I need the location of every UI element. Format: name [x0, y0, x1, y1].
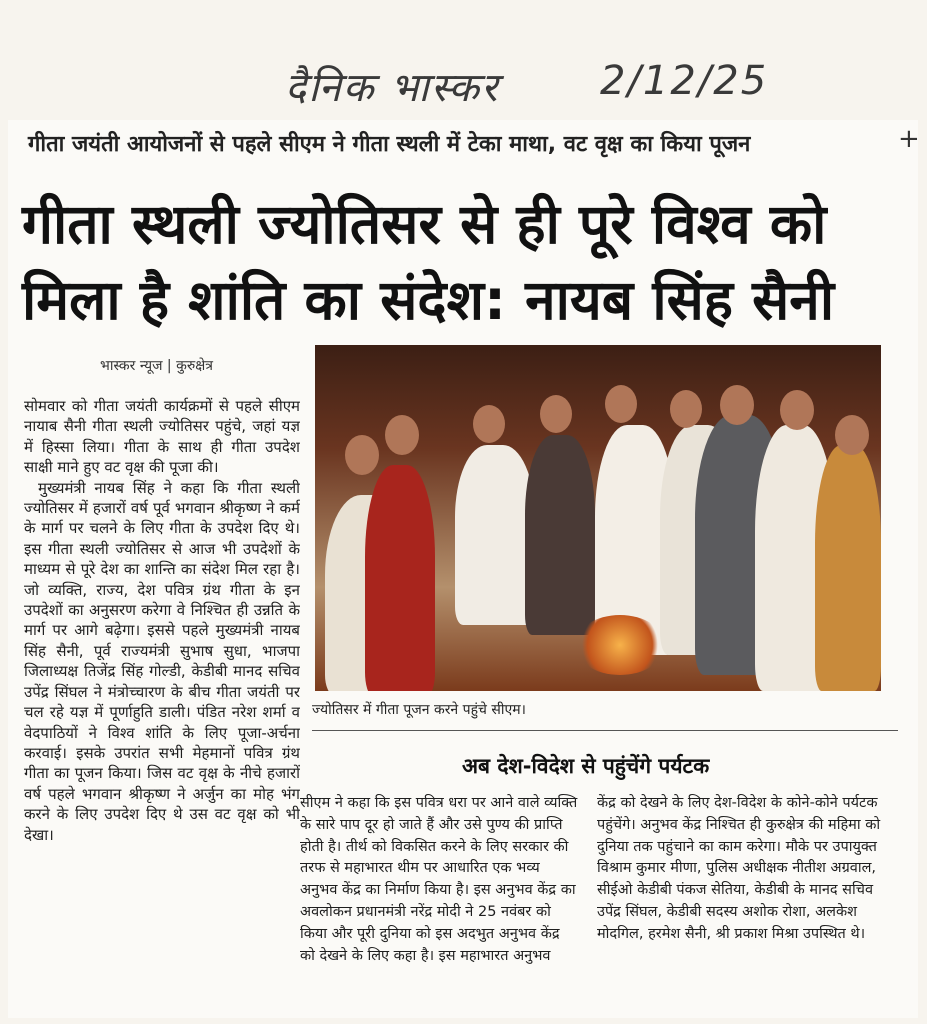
photo-figure	[365, 465, 435, 691]
headline-line-1: गीता स्थली ज्योतिसर से ही पूरे विश्व को	[22, 192, 827, 256]
photo-head	[385, 415, 419, 455]
photo-head	[605, 385, 637, 423]
photo-head	[720, 385, 754, 425]
byline: भास्कर न्यूज | कुरुक्षेत्र	[100, 358, 213, 374]
article-kicker: गीता जयंती आयोजनों से पहले सीएम ने गीता स्थली में टेका माथा, वट वृक्ष का किया पूजन	[28, 132, 751, 157]
headline-line-2: मिला है शांति का संदेश: नायब सिंह सैनी	[22, 268, 835, 332]
body-column-middle: सीएम ने कहा कि इस पवित्र धरा पर आने वाले व्यक्ति के सारे पाप दूर हो जाते हैं और उसे पुण्य की प्राप्ति होती है। तीर्थ को विकसित करने के लिए सरकार की तरफ से महाभारत थीम पर आधारित एक भव्य अनुभव केंद्र का निर्माण किया है। इस अनुभव केंद्र का अवलोकन प्रधानमंत्री नरेंद्र मोदी ने 25 नवंबर को किया और पूरी दुनिया को इस अदभुत अनुभव केंद्र को देखने के लिए कहा है। इस महाभारत अनुभव	[300, 795, 578, 964]
body-column-left	[24, 396, 300, 1006]
photo-caption: ज्योतिसर में गीता पूजन करने पहुंचे सीएम।	[312, 702, 526, 718]
photo-figure	[525, 435, 595, 635]
plus-mark: +	[898, 124, 920, 154]
section-divider	[312, 730, 898, 731]
photo-figure	[455, 445, 535, 625]
body-paragraph-1: सोमवार को गीता जयंती कार्यक्रमों से पहले सीएम नायाब सैनी गीता स्थली ज्योतिसर पहुंचे, जहां यज्ञ में हिस्सा लिया। गीता के साथ ही गीता उपदेश साक्षी माने हुए वट वृक्ष की पूजा की।	[24, 397, 300, 477]
article-headline	[22, 186, 912, 338]
handwritten-paper-name: दैनिक भास्कर	[285, 65, 500, 111]
photo-head	[345, 435, 379, 475]
body-column-right: केंद्र को देखने के लिए देश-विदेश के कोने-कोने पर्यटक पहुंचेंगे। अनुभव केंद्र निश्चित ही कुरुक्षेत्र की महिमा को दुनिया तक पहुंचाने का काम करेगा। मौके पर उपायुक्त विश्राम कुमार मीणा, पुलिस अधीक्षक नीतीश अग्रवाल, सीईओ केडीबी पंकज सेतिया, केडीबी के मानद सचिव उपेंद्र सिंघल, केडीबी सदस्य अशोक रोशा, अलकेश मोदगिल, हरमेश सैनी, श्री प्रकाश मिश्रा उपस्थित थे।	[597, 795, 881, 942]
photo-head	[540, 395, 572, 433]
article-subhead: अब देश-विदेश से पहुंचेंगे पर्यटक	[462, 754, 710, 778]
photo-head	[473, 405, 505, 443]
ceremony-photo	[315, 345, 881, 691]
photo-figure	[815, 445, 881, 691]
photo-head	[835, 415, 869, 455]
photo-head	[780, 390, 814, 430]
photo-head	[670, 390, 702, 428]
handwritten-date: 2/12/25	[600, 58, 769, 104]
photo-havan-fire	[575, 615, 665, 675]
body-paragraph-2: मुख्यमंत्री नायब सिंह ने कहा कि गीता स्थली ज्योतिसर में हजारों वर्ष पूर्व भगवान श्रीकृष्ण ने कर्म के मार्ग पर चलने के लिए गीता के उपदेश दिए थे। इस गीता स्थली ज्योतिसर से आज भी उपदेशों के माध्यम से पूरे देश का शान्ति का संदेश मिल रहा है। जो व्यक्ति, राज्य, देश पवित्र ग्रंथ गीता के इन उपदेशों का अनुसरण करेगा वे निश्चित ही उन्नति के मार्ग पर आगे बढ़ेगा। इससे पहले मुख्यमंत्री नायब सिंह सैनी, पूर्व राज्यमंत्री सुभाष सुधा, भाजपा जिलाध्यक्ष तिजेंद्र सिंह गोल्डी, केडीबी मानद सचिव उपेंद्र सिंघल ने मंत्रोच्चारण के बीच गीता जयंती पर चल रहे यज्ञ में पूर्णाहुति डाली। पंडित नरेश शर्मा व वेदपाठियों ने विश्व शांति के लिए पूजा-अर्चना करवाई। इसके उपरांत सभी मेहमानों पवित्र ग्रंथ गीता का पूजन किया। जिस वट वृक्ष के नीचे हजारों वर्ष पहले भगवान श्रीकृष्ण ने अर्जुन का मोह भंग करने के लिए उपदेश दिए थे उस वट वृक्ष को भी देखा।	[24, 478, 300, 844]
